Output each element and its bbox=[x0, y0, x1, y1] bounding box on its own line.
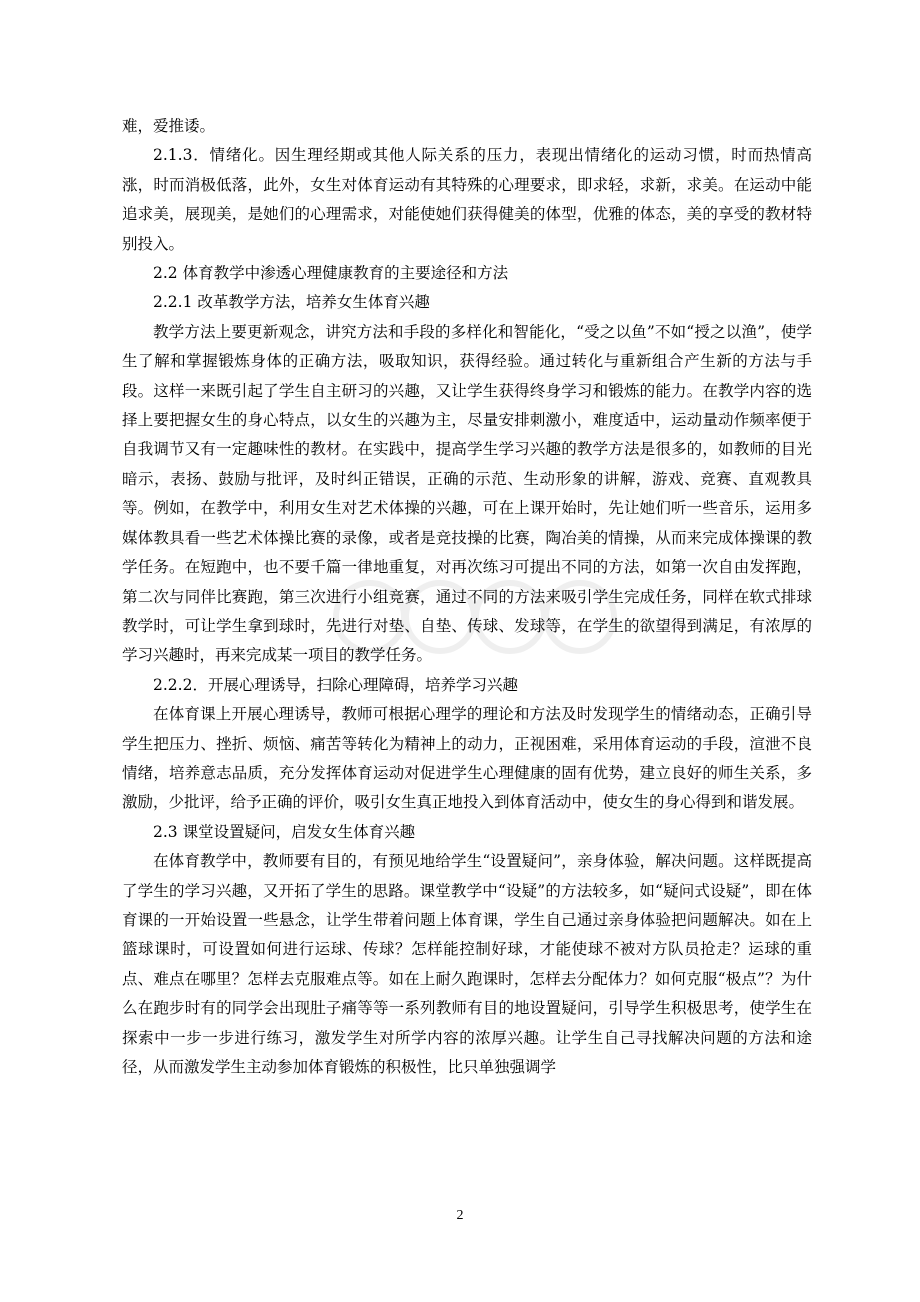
document-body bbox=[122, 112, 812, 1082]
page-number: 2 bbox=[456, 1208, 464, 1223]
section-heading: 2.2.1 改革教学方法，培养女生体育兴趣 bbox=[153, 293, 430, 312]
body-paragraph: 难，爱推诿。 bbox=[122, 117, 216, 135]
section-heading: 2.3 课堂设置疑问，启发女生体育兴趣 bbox=[153, 822, 416, 841]
body-paragraph: 2.1.3．情绪化。因生理经期或其他人际关系的压力，表现出情绪化的运动习惯，时而热情高涨，时而消极低落，此外，女生对体育运动有其特殊的心理要求，即求轻，求新，求美。在运动中能追求美，展现美，是她们的心理需求，对能使她们获得健美的体型，优雅的体态，美的享受的教材特别投入。 bbox=[122, 146, 812, 253]
body-paragraph: 教学方法上要更新观念，讲究方法和手段的多样化和智能化，“受之以鱼”不如“授之以渔”，使学生了解和掌握锻炼身体的正确方法，吸取知识，获得经验。通过转化与重新组合产生新的方法与手段。这样一来既引起了学生自主研习的兴趣，又让学生获得终身学习和锻炼的能力。在教学内容的选择上要把握女生的身心特点，以女生的兴趣为主，尽量安排刺激小，难度适中，运动量动作频率便于自我调节又有一定趣味性的教材。在实践中，提高学生学习兴趣的教学方法是很多的，如教师的目光暗示，表扬、鼓励与批评，及时纠正错误，正确的示范、生动形象的讲解，游戏、竞赛、直观教具等。例如，在教学中，利用女生对艺术体操的兴趣，可在上课开始时，先让她们听一些音乐，运用多媒体教具看一些艺术体操比赛的录像，或者是竞技操的比赛，陶冶美的情操，从而来完成体操课的教学任务。在短跑中，也不要千篇一律地重复，对再次练习可提出不同的方法，如第一次自由发挥跑，第二次与同伴比赛跑，第三次进行小组竞赛，通过不同的方法来吸引学生完成任务，同样在软式排球教学时，可让学生拿到球时，先进行对垫、自垫、传球、发球等，在学生的欲望得到满足，有浓厚的学习兴趣时，再来完成某一项目的教学任务。 bbox=[122, 322, 812, 665]
section-heading: 2.2.2．开展心理诱导，扫除心理障碍，培养学习兴趣 bbox=[153, 675, 518, 694]
section-heading: 2.2 体育教学中渗透心理健康教育的主要途径和方法 bbox=[153, 264, 509, 283]
body-paragraph: 在体育教学中，教师要有目的，有预见地给学生“设置疑问”，亲身体验，解决问题。这样既提高了学生的学习兴趣，又开拓了学生的思路。课堂教学中“设疑”的方法较多，如“疑问式设疑”，即在体育课的一开始设置一些悬念，让学生带着问题上体育课，学生自己通过亲身体验把问题解决。如在上篮球课时，可设置如何进行运球、传球？怎样能控制好球，才能使球不被对方队员抢走？运球的重点、难点在哪里？怎样去克服难点等。如在上耐久跑课时，怎样去分配体力？如何克服“极点”？为什么在跑步时有的同学会出现肚子痛等等一系列教师有目的地设置疑问，引导学生积极思考，使学生在探索中一步一步进行练习，激发学生对所学内容的浓厚兴趣。让学生自己寻找解决问题的方法和途径，从而激发学生主动参加体育锻炼的积极性，比只单独强调学 bbox=[122, 852, 812, 1076]
body-paragraph: 在体育课上开展心理诱导，教师可根据心理学的理论和方法及时发现学生的情绪动态，正确引导学生把压力、挫折、烦恼、痛苦等转化为精神上的动力，正视困难，采用体育运动的手段，渲泄不良情绪，培养意志品质，充分发挥体育运动对促进学生心理健康的固有优势，建立良好的师生关系，多激励，少批评，给予正确的评价，吸引女生真正地投入到体育活动中，使女生的身心得到和谐发展。 bbox=[122, 705, 812, 812]
